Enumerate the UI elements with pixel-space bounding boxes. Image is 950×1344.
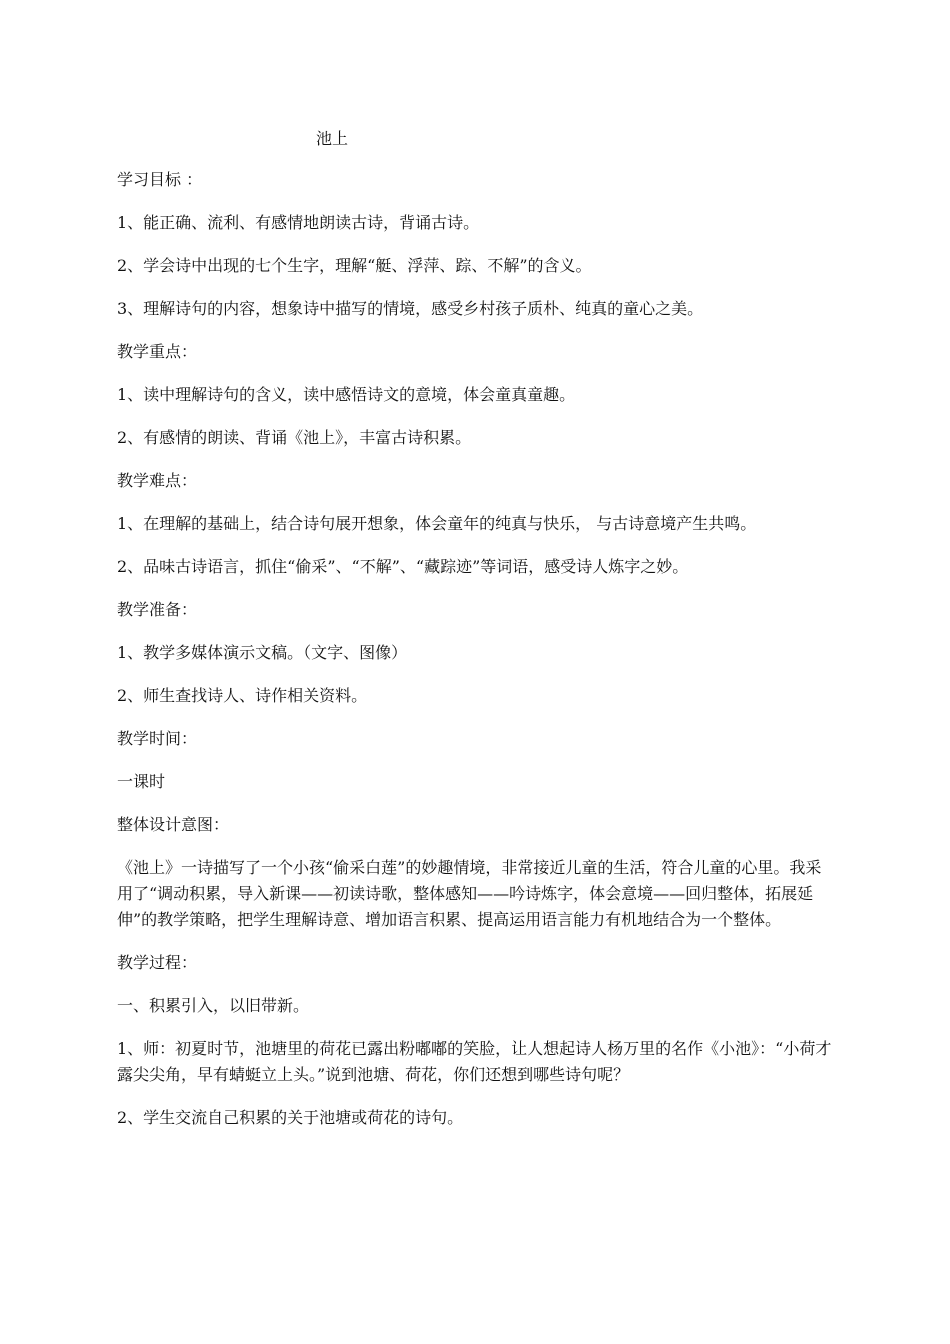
heading-teaching-process: 教学过程： bbox=[117, 953, 198, 972]
teaching-time-value: 一课时 bbox=[117, 772, 166, 791]
goal-item-2: 2、学会诗中出现的七个生字，理解“艇、浮萍、踪、不解”的含义。 bbox=[117, 256, 592, 275]
key-point-item-2: 2、有感情的朗读、背诵《池上》，丰富古诗积累。 bbox=[117, 428, 472, 447]
difficulty-item-2: 2、品味古诗语言，抓住“偷采”、“不解”、“藏踪迹”等词语，感受诗人炼字之妙。 bbox=[117, 557, 689, 576]
heading-key-points: 教学重点： bbox=[117, 342, 198, 361]
process-item-2: 2、学生交流自己积累的关于池塘或荷花的诗句。 bbox=[117, 1108, 464, 1127]
process-item-1: 1、师：初夏时节，池塘里的荷花已露出粉嘟嘟的笑脸，让人想起诗人杨万里的名作《小池》：“小荷才露尖尖角，早有蜻蜓立上头。”说到池塘、荷花，你们还想到哪些诗句呢？ bbox=[117, 1039, 832, 1084]
heading-design-intent: 整体设计意图： bbox=[117, 815, 230, 834]
key-point-item-1: 1、读中理解诗句的含义，读中感悟诗文的意境，体会童真童趣。 bbox=[117, 385, 576, 404]
preparation-item-2: 2、师生查找诗人、诗作相关资料。 bbox=[117, 686, 368, 705]
process-step-1: 一、积累引入，以旧带新。 bbox=[117, 996, 310, 1015]
preparation-item-1: 1、教学多媒体演示文稿。（文字、图像） bbox=[117, 643, 408, 662]
design-intent-paragraph: 《池上》一诗描写了一个小孩“偷采白莲”的妙趣情境，非常接近儿童的生活，符合儿童的心里。我采用了“调动积累，导入新课——初读诗歌，整体感知——吟诗炼字，体会意境——回归整体，拓展延伸”的教学策略，把学生理解诗意、增加语言积累、提高运用语言能力有机地结合为一个整体。 bbox=[117, 858, 822, 929]
heading-teaching-time: 教学时间： bbox=[117, 729, 198, 748]
goal-item-3: 3、理解诗句的内容，想象诗中描写的情境，感受乡村孩子质朴、纯真的童心之美。 bbox=[117, 299, 704, 318]
document-title: 池上 bbox=[316, 129, 349, 148]
heading-preparation: 教学准备： bbox=[117, 600, 198, 619]
heading-difficulties: 教学难点： bbox=[117, 471, 198, 490]
heading-learning-goals: 学习目标 ： bbox=[117, 170, 203, 189]
goal-item-1: 1、能正确、流利、有感情地朗读古诗，背诵古诗。 bbox=[117, 213, 480, 232]
difficulty-item-1: 1、在理解的基础上，结合诗句展开想象，体会童年的纯真与快乐， 与古诗意境产生共鸣。 bbox=[117, 514, 757, 533]
document-body bbox=[117, 169, 837, 1150]
